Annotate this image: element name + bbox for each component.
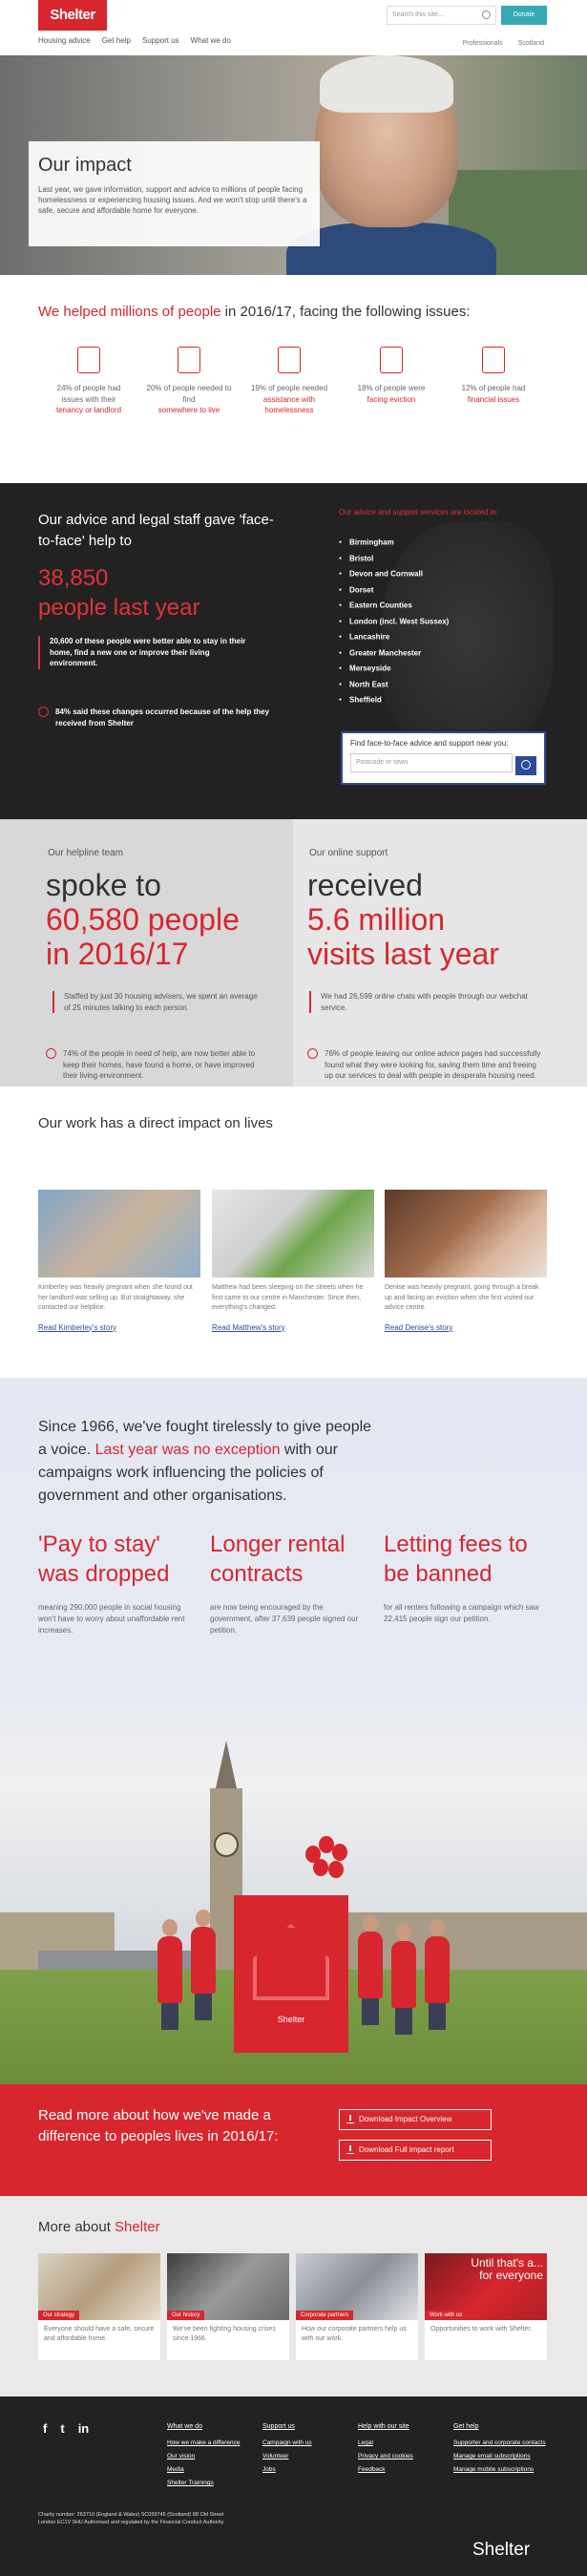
campaign-win: Longer rental contracts are now being encouraged by the government, after 37,639 people signed our petition. <box>210 1531 359 1635</box>
campaigns-intro: Since 1966, we've fought tirelessly to give people a voice. Last year was no exception with our campaigns work influencing the policies of government and other organisations. <box>38 1419 372 1504</box>
nav-get-help[interactable]: Get help <box>101 36 131 45</box>
campaigner <box>157 1936 182 2003</box>
postcode-input[interactable]: Postcode or town <box>350 753 513 772</box>
secondary-nav <box>463 40 544 47</box>
footer-link[interactable]: Campaign with us <box>262 2439 312 2446</box>
campaigner <box>191 1927 216 1994</box>
download-report-button[interactable]: Download Full impact report <box>339 2140 492 2161</box>
footer-link[interactable]: Feedback <box>358 2466 386 2473</box>
card-image <box>167 2253 289 2320</box>
download-icon <box>346 2115 354 2123</box>
location-item: ● Sheffield <box>339 692 449 708</box>
petition-box <box>234 1895 348 2053</box>
main-nav <box>38 36 231 45</box>
footer-link[interactable]: Manage email subscriptions <box>453 2453 531 2460</box>
location-item: ● Devon and Cornwall <box>339 566 449 582</box>
campaigns-section <box>0 1378 587 2084</box>
document-icon <box>77 347 100 373</box>
card-overlay-text: Until that's a... for everyone <box>471 2256 543 2283</box>
balloons <box>305 1836 353 1893</box>
footer-column <box>453 2423 545 2480</box>
search-input[interactable] <box>387 6 496 25</box>
story-text: Kimberley was heavily pregnant when she found out her landlord was selling up. But straightaway, she contacted our helpline. <box>38 1284 193 1311</box>
issue-item: 20% of people needed to find somewhere to live <box>146 347 232 416</box>
footer-logo[interactable]: Shelter <box>472 2540 531 2560</box>
linkedin-icon[interactable]: in <box>77 2421 90 2436</box>
issue-link[interactable]: facing eviction <box>367 394 416 404</box>
story-text: Denise was heavily pregnant, going through a break up and facing an eviction when she first visited our advice centre. <box>385 1284 539 1311</box>
nav-support-us[interactable]: Support us <box>141 36 179 45</box>
campaigner <box>425 1936 450 2003</box>
location-item: ● Merseyside <box>339 661 449 677</box>
helpline-stat: 74% of the people in need of help, are now better able to keep their homes, have found a home, or have improved their living environment. <box>46 1048 270 1082</box>
advice-heading: Our advice and legal staff gave 'face-to-face' help to <box>38 512 274 549</box>
footer-column <box>167 2423 240 2493</box>
issue-item: 18% of people were facing eviction <box>348 347 434 405</box>
footer-link[interactable]: Media <box>167 2466 184 2473</box>
footer-link[interactable]: How we make a difference <box>167 2439 241 2446</box>
hero-card <box>29 141 320 246</box>
wrench-icon <box>178 347 200 373</box>
card-image <box>425 2253 547 2320</box>
story-link[interactable]: Read Kimberley's story <box>38 1322 116 1332</box>
donate-button[interactable]: Donate <box>501 6 547 25</box>
issue-item: 12% of people had financial issues <box>451 347 536 405</box>
house-icon <box>278 347 301 373</box>
helpline-figure: spoke to 60,580 people in 2016/17 <box>46 868 240 971</box>
location-item: ● Eastern Counties <box>339 598 449 614</box>
issue-link[interactable]: financial issues <box>467 394 520 404</box>
circle-icon <box>307 1048 318 1059</box>
card-image <box>38 2253 160 2320</box>
download-overview-button[interactable]: Download Impact Overview <box>339 2109 492 2130</box>
campaign-win: Letting fees to be banned for all renters following a campaign which saw 22,415 people sign our petition. <box>384 1531 539 1624</box>
hero-photo-hair <box>320 55 453 113</box>
story-card <box>385 1190 547 1332</box>
card-image <box>296 2253 418 2320</box>
footer-heading[interactable]: Get help <box>453 2423 479 2430</box>
more-card[interactable] <box>38 2253 160 2360</box>
footer-heading[interactable]: Help with our site <box>358 2423 409 2430</box>
story-link[interactable]: Read Matthew's story <box>212 1322 285 1332</box>
more-card[interactable] <box>425 2253 547 2360</box>
story-link[interactable]: Read Denise's story <box>385 1322 453 1332</box>
card-text: Everyone should have a safe, secure and affordable home. <box>44 2326 155 2343</box>
balloon <box>313 1859 328 1876</box>
story-image[interactable] <box>385 1190 547 1277</box>
hero-banner <box>0 55 587 275</box>
circle-icon <box>38 707 49 717</box>
download-icon <box>346 2145 354 2154</box>
online-quote: We had 26,599 online chats with people through our webchat service. <box>309 991 534 1013</box>
social-links <box>43 2421 89 2436</box>
online-title: Our online support <box>309 848 388 858</box>
story-text: Matthew had been sleeping on the streets when he first came to our centre in Manchester. Since then, everything's changed. <box>212 1284 364 1311</box>
footer-link[interactable]: Shelter Trainings <box>167 2480 214 2486</box>
footer-link[interactable]: Jobs <box>262 2466 276 2473</box>
tower-spire <box>216 1741 237 1788</box>
more-card[interactable] <box>296 2253 418 2360</box>
footer-heading[interactable]: Support us <box>262 2423 295 2430</box>
location-item: ● Dorset <box>339 582 449 599</box>
nav-housing-advice[interactable]: Housing advice <box>38 36 91 45</box>
house-icon <box>253 1924 329 2000</box>
card-tag: Corporate partners <box>296 2311 353 2320</box>
advice-section <box>0 483 587 819</box>
footer-link[interactable]: Volunteer <box>262 2453 289 2460</box>
location-item: ● Greater Manchester <box>339 645 449 662</box>
nav-scotland[interactable]: Scotland <box>517 40 544 47</box>
online-stat: 76% of people leaving our online advice pages had successfully found what they were looking for, saving them time and freeing up our services to deal with people in desperate housing need. <box>307 1048 546 1082</box>
issue-link[interactable]: tenancy or landlord <box>55 406 122 415</box>
page-title: Our impact <box>38 155 132 176</box>
more-heading: More about Shelter <box>38 2219 160 2235</box>
location-item: ● Lancashire <box>339 629 449 645</box>
footer-link[interactable]: Our vision <box>167 2453 196 2460</box>
footer-link[interactable]: Legal <box>358 2439 373 2446</box>
issue-link[interactable]: assistance with homelessness <box>262 394 316 415</box>
piggy-bank-icon <box>482 347 505 373</box>
balloon <box>332 1844 347 1861</box>
issue-item: 19% of people needed assistance with homelessness <box>246 347 332 416</box>
footer-link[interactable]: Privacy and cookies <box>358 2453 413 2460</box>
nav-what-we-do[interactable]: What we do <box>190 36 231 45</box>
location-item: ● North East <box>339 677 449 693</box>
story-image[interactable] <box>212 1190 374 1277</box>
report-cta <box>0 2084 587 2196</box>
online-figure: received 5.6 million visits last year <box>307 868 499 971</box>
footer-column <box>262 2423 312 2480</box>
facebook-icon[interactable]: f <box>43 2421 48 2436</box>
clock-icon <box>214 1832 239 1857</box>
issues-heading: We helped millions of people in 2016/17, facing the following issues: <box>38 304 471 320</box>
door-icon <box>380 347 403 373</box>
search-icon[interactable] <box>482 11 491 19</box>
location-item: ● Bristol <box>339 551 449 567</box>
helpline-section <box>0 819 293 1087</box>
footer-column <box>358 2423 413 2480</box>
more-card[interactable] <box>167 2253 289 2360</box>
footer-heading[interactable]: What we do <box>167 2423 202 2430</box>
card-tag: Our strategy <box>38 2311 79 2320</box>
search-placeholder: Search this site... <box>392 11 444 18</box>
stories-section <box>0 1087 587 1378</box>
card-tag: Work with us <box>425 2311 467 2320</box>
more-about-section <box>0 2196 587 2397</box>
story-image[interactable] <box>38 1190 200 1277</box>
hero-text: Last year, we gave information, support and advice to millions of people facing homelessness or experiencing housing issues. And we won't stop until there's a safe, secure and affordable home for everyone. <box>38 185 307 216</box>
nav-professionals[interactable]: Professionals <box>462 40 503 47</box>
advice-finder <box>341 731 546 785</box>
location-item: ● London (incl. West Sussex) <box>339 614 449 630</box>
story-card <box>38 1190 200 1332</box>
balloon <box>328 1861 344 1878</box>
card-text: We've been fighting housing crises since 1966. <box>173 2326 276 2343</box>
locations-list <box>339 535 449 708</box>
twitter-icon[interactable]: t <box>60 2421 65 2436</box>
finder-label: Find face-to-face advice and support near you: <box>350 739 509 748</box>
circle-icon <box>46 1048 56 1059</box>
advice-figure: 38,850 people last year <box>38 565 200 622</box>
issue-link[interactable]: somewhere to live <box>157 406 220 415</box>
online-section <box>293 819 587 1087</box>
helpline-quote: Staffed by just 30 housing advisers, we spent an average of 25 minutes talking to each person. <box>52 991 262 1013</box>
locations-title: Our advice and support services are located in: <box>339 508 499 517</box>
campaigner <box>391 1941 416 2008</box>
footer-link[interactable]: Manage mobile subscriptions <box>453 2466 535 2473</box>
shelter-logo[interactable]: Shelter <box>38 0 107 31</box>
advice-quote: 20,600 of these people were better able to stay in their home, find a new one or improve their living environment. <box>38 636 258 669</box>
campaigner <box>358 1932 383 1998</box>
footer-link[interactable]: Supporter and corporate contacts <box>453 2439 546 2446</box>
card-text: How our corporate partners help us with our work. <box>302 2326 407 2343</box>
issues-section <box>0 275 587 483</box>
story-card <box>212 1190 374 1332</box>
site-header <box>0 0 587 57</box>
petition-box-label: Shelter <box>277 2015 305 2024</box>
issue-item: 24% of people had issues with their tenancy or landlord <box>46 347 132 416</box>
cta-heading: Read more about how we've made a difference to peoples lives in 2016/17: <box>38 2107 279 2144</box>
helpline-title: Our helpline team <box>48 848 123 858</box>
advice-stat: 84% said these changes occurred because of the help they received from Shelter <box>38 707 286 728</box>
finder-search-button[interactable] <box>515 756 536 775</box>
stories-heading: Our work has a direct impact on lives <box>38 1115 273 1131</box>
card-tag: Our history <box>167 2311 204 2320</box>
location-item: ● Birmingham <box>339 535 449 551</box>
site-footer <box>0 2397 587 2576</box>
legal-text: Charity number: 263710 (England & Wales) SC039745 (Scotland) 88 Old Street London EC1V 9HU Authorised and regulated by the Financial Conduct Authority <box>38 2512 224 2526</box>
campaign-win: 'Pay to stay' was dropped meaning 290,000 people in social housing won't have to worry about unaffordable rent increases. <box>38 1531 185 1635</box>
card-text: Opportunities to work with Shelter. <box>430 2326 533 2333</box>
